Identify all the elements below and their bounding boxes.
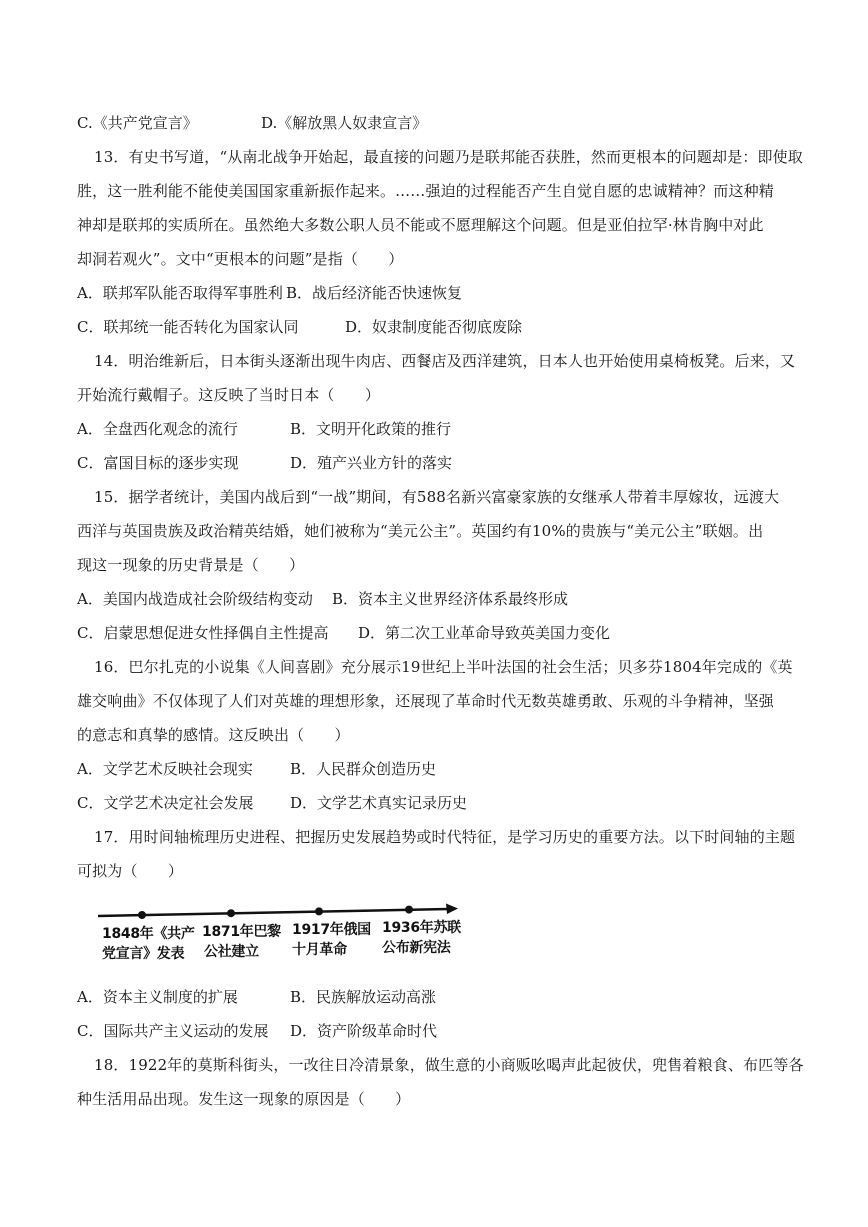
timeline-dot-3 [315, 907, 323, 915]
timeline-figure [96, 900, 460, 966]
q16-stem-line-2: 雄交响曲》不仅体现了人们对英雄的理想形象，还展现了革命时代无数英雄勇敢、乐观的斗争精神，坚强 [77, 692, 774, 710]
q15-option-c: C．启蒙思想促进女性择偶自主性提高 [77, 624, 329, 642]
q14-stem-line-1: 14．明治维新后，日本街头逐渐出现牛肉店、西餐店及西洋建筑，日本人也开始使用桌椅板凳。后来，又 [94, 352, 796, 370]
timeline-dot-4 [405, 906, 413, 914]
timeline-event-4-bottom: 公布新宪法 [382, 940, 451, 956]
q16-stem-line-3: 的意志和真挚的感情。这反映出（ ） [77, 726, 350, 744]
timeline-event-1-top: 1848年《共产 [102, 926, 195, 942]
q14-stem-line-2: 开始流行戴帽子。这反映了当时日本（ ） [77, 386, 381, 404]
q17-stem-line-1: 17．用时间轴梳理历史进程、把握历史发展趋势或时代特征，是学习历史的重要方法。以下时间轴的主题 [94, 828, 796, 846]
q12-option-c: C.《共产党宣言》 [77, 114, 198, 132]
q16-option-a: A．文学艺术反映社会现实 [77, 760, 253, 778]
q15-stem-line-1: 15．据学者统计，美国内战后到“一战”期间，有588名新兴富豪家族的女继承人带着丰厚嫁妆，远渡大 [94, 488, 780, 506]
q16-option-b: B．人民群众创造历史 [290, 760, 437, 778]
q17-option-a: A．资本主义制度的扩展 [77, 988, 238, 1006]
q14-option-c: C．富国目标的逐步实现 [77, 454, 239, 472]
q17-option-d: D．资产阶级革命时代 [290, 1022, 438, 1040]
q13-stem-line-2: 胜，这一胜利能不能使美国国家重新振作起来。……强迫的过程能否产生自觉自愿的忠诚精神？而这种精 [77, 182, 774, 200]
timeline-event-2-top: 1871年巴黎 [202, 924, 281, 940]
q13-stem-line-4: 却洞若观火”。文中“更根本的问题”是指（ ） [77, 250, 404, 268]
q18-stem-line-1: 18．1922年的莫斯科街头，一改往日冷清景象，做生意的小商贩吆喝声此起彼伏，兜售着粮食、布匹等各 [94, 1056, 804, 1074]
timeline-dot-2 [227, 909, 235, 917]
q16-option-c: C．文学艺术决定社会发展 [77, 794, 254, 812]
q13-option-c: C．联邦统一能否转化为国家认同 [77, 318, 299, 336]
q13-option-b: B．战后经济能否快速恢复 [286, 284, 463, 302]
q13-stem-line-3: 神却是联邦的实质所在。虽然绝大多数公职人员不能或不愿理解这个问题。但是亚伯拉罕·林肯胸中对此 [77, 216, 764, 234]
q13-option-d: D．奴隶制度能否彻底废除 [345, 318, 523, 336]
q15-option-a: A．美国内战造成社会阶级结构变动 [77, 590, 313, 608]
q14-option-a: A．全盘西化观念的流行 [77, 420, 238, 438]
timeline-event-1-bottom: 党宣言》发表 [102, 946, 185, 962]
q16-option-d: D．文学艺术真实记录历史 [290, 794, 468, 812]
q14-option-d: D．殖产兴业方针的落实 [290, 454, 453, 472]
q15-stem-line-3: 现这一现象的历史背景是（ ） [77, 556, 305, 574]
timeline-event-4-top: 1936年苏联 [382, 920, 461, 936]
q17-option-c: C．国际共产主义运动的发展 [77, 1022, 269, 1040]
q17-stem-line-2: 可拟为（ ） [77, 862, 184, 880]
q15-stem-line-2: 西洋与英国贵族及政治精英结婚，她们被称为“美元公主”。英国约有10%的贵族与“美元公主”联姻。出 [77, 522, 764, 540]
timeline-event-2-bottom: 公社建立 [204, 944, 259, 960]
q15-option-b: B．资本主义世界经济体系最终形成 [332, 590, 569, 608]
q13-stem-line-1: 13．有史书写道，“从南北战争开始起，最直接的问题乃是联邦能否获胜，然而更根本的问题却是：即使取 [94, 148, 803, 166]
q15-option-d: D．第二次工业革命导致英美国力变化 [358, 624, 611, 642]
timeline-event-3-bottom: 十月革命 [292, 942, 347, 958]
timeline-arrow-icon [446, 904, 458, 915]
q14-option-b: B．文明开化政策的推行 [290, 420, 452, 438]
q16-stem-line-1: 16．巴尔扎克的小说集《人间喜剧》充分展示19世纪上半叶法国的社会生活；贝多芬1804年完成的《英 [94, 658, 793, 676]
timeline-event-3-top: 1917年俄国 [292, 922, 371, 938]
timeline-dot-1 [138, 911, 146, 919]
q13-option-a: A．联邦军队能否取得军事胜利 [77, 284, 283, 302]
q18-stem-line-2: 种生活用品出现。发生这一现象的原因是（ ） [77, 1090, 411, 1108]
q12-option-d: D.《解放黑人奴隶宣言》 [261, 114, 428, 132]
q17-option-b: B．民族解放运动高涨 [290, 988, 437, 1006]
